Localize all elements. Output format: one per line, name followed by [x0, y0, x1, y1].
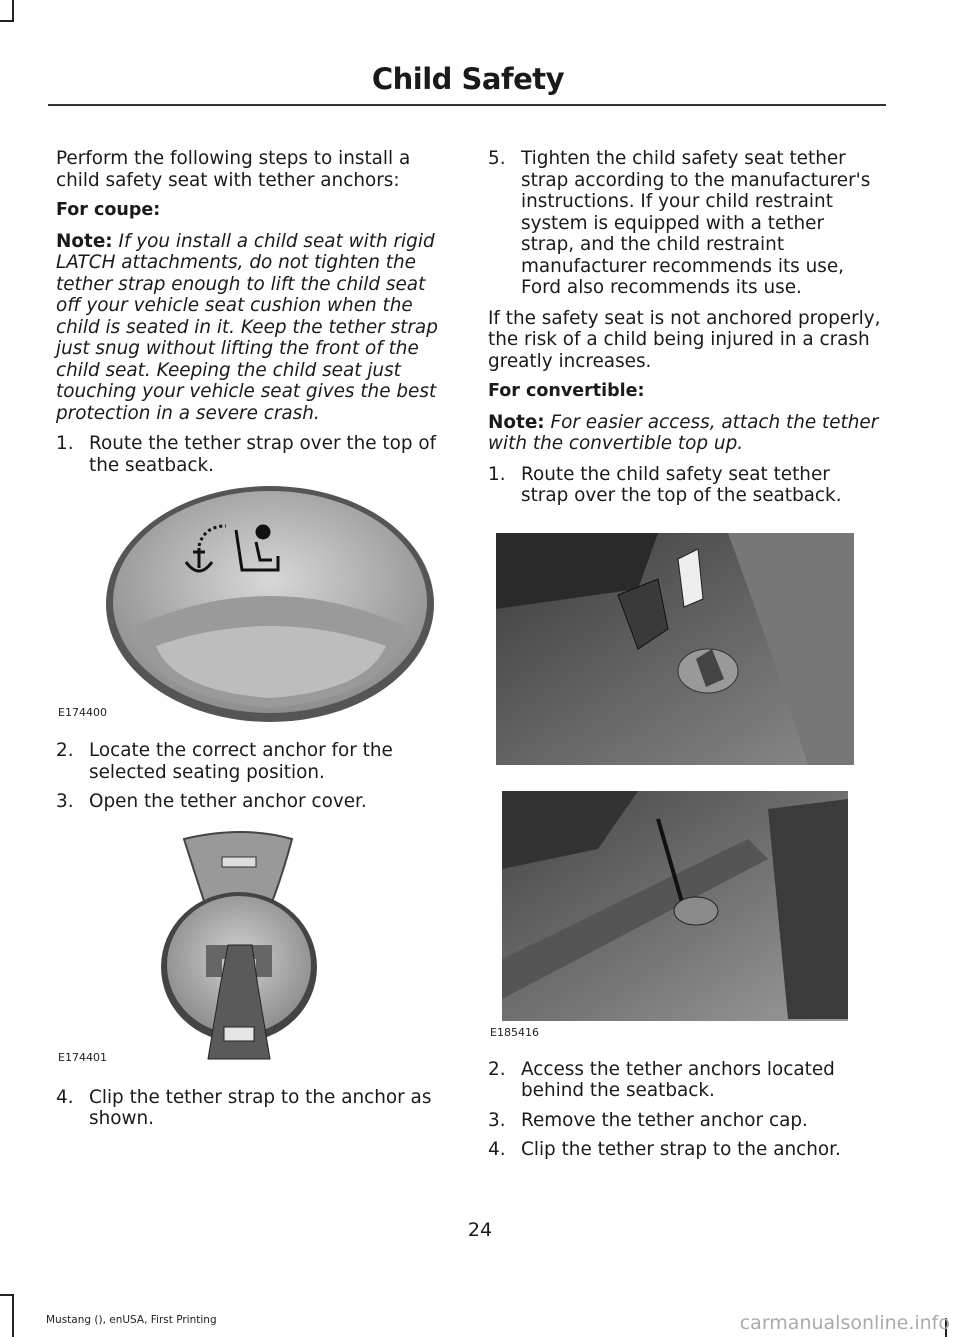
convertible-heading: For convertible: [488, 381, 645, 401]
crop-mark [12, 0, 14, 22]
step-item [488, 148, 882, 299]
steps-continued [488, 148, 882, 299]
step-item [56, 1087, 448, 1130]
crop-mark [12, 1294, 14, 1337]
step-text: Tighten the child safety seat tether strap according to the manufacturer's instructions. If your child restraint system is equipped with a tether strap, and the child restraint manufacturer recommends its use, Ford also recommends its use. [521, 148, 871, 298]
step-number: 3. [56, 791, 74, 812]
step-number: 2. [488, 1058, 506, 1080]
figure-code: E174401 [58, 1050, 107, 1064]
coupe-heading: For coupe: [56, 200, 161, 220]
step-number: 2. [56, 740, 74, 761]
convertible-steps-a [488, 464, 882, 507]
step-item [488, 464, 882, 507]
intro-paragraph: Perform the following steps to install a child safety seat with tether anchors: [56, 148, 411, 191]
step-text: Clip the tether strap to the anchor as shown. [89, 1086, 432, 1129]
step-number: 3. [488, 1109, 506, 1131]
convertible-steps-b [488, 1059, 882, 1161]
convertible-anchor-illustration [488, 519, 882, 1029]
coupe-steps-b [56, 740, 448, 813]
step-item [56, 791, 448, 813]
page-title: Child Safety [371, 62, 564, 96]
step-item [56, 433, 448, 476]
page-number: 24 [467, 1219, 493, 1241]
step-text: Locate the correct anchor for the selected seating position. [89, 740, 393, 783]
note-text: For easier access, attach the tether with the convertible top up. [488, 411, 879, 454]
convertible-note [488, 412, 882, 455]
coupe-steps-c [56, 1087, 448, 1130]
step-text: Access the tether anchors located behind the seatback. [521, 1058, 835, 1101]
step-text: Open the tether anchor cover. [89, 791, 367, 812]
tether-cover-figure [56, 486, 448, 729]
step-text: Route the tether strap over the top of the seatback. [89, 433, 437, 476]
step-item [488, 1110, 882, 1132]
coupe-steps-a [56, 433, 448, 476]
step-number: 4. [488, 1139, 506, 1160]
figure-code: E185416 [490, 1025, 539, 1039]
tether-anchor-cover-illustration [56, 486, 448, 729]
step-number: 1. [488, 463, 506, 485]
step-text: Route the child safety seat tether strap over the top of the seatback. [521, 463, 842, 506]
footer-text: Mustang (), enUSA, First Printing [46, 1314, 217, 1326]
note-label: Note: [488, 411, 545, 433]
step-text: Remove the tether anchor cap. [521, 1109, 808, 1131]
step-item [488, 1139, 882, 1161]
step-text: Clip the tether strap to the anchor. [521, 1139, 841, 1160]
left-column [56, 148, 448, 1139]
watermark[interactable]: carmanualsonline.info [739, 1312, 950, 1334]
coupe-note [56, 231, 448, 425]
header-rule [48, 104, 886, 106]
step-number: 4. [56, 1086, 74, 1108]
convertible-figure [488, 519, 882, 1049]
crop-mark [0, 20, 14, 22]
open-anchor-illustration [56, 827, 448, 1077]
note-label: Note: [56, 230, 113, 252]
step-item [488, 1059, 882, 1102]
right-column [488, 148, 882, 1170]
figure-code: E174400 [58, 706, 107, 719]
crop-mark [0, 1294, 14, 1296]
step-item [56, 740, 448, 783]
step-number: 5. [488, 148, 506, 169]
note-text: If you install a child seat with rigid LATCH attachments, do not tighten the tether strap enough to lift the child seat off your vehicle seat cushion when the child is seated in it. Keep the tether strap just snug without lifting the front of the child seat. Keeping the child seat just touching your vehicle seat gives the best protection in a severe crash. [56, 230, 438, 424]
open-anchor-figure [56, 827, 448, 1077]
step-number: 1. [56, 433, 74, 454]
warning-paragraph: If the safety seat is not anchored properly, the risk of a child being injured in a crash greatly increases. [488, 307, 881, 372]
